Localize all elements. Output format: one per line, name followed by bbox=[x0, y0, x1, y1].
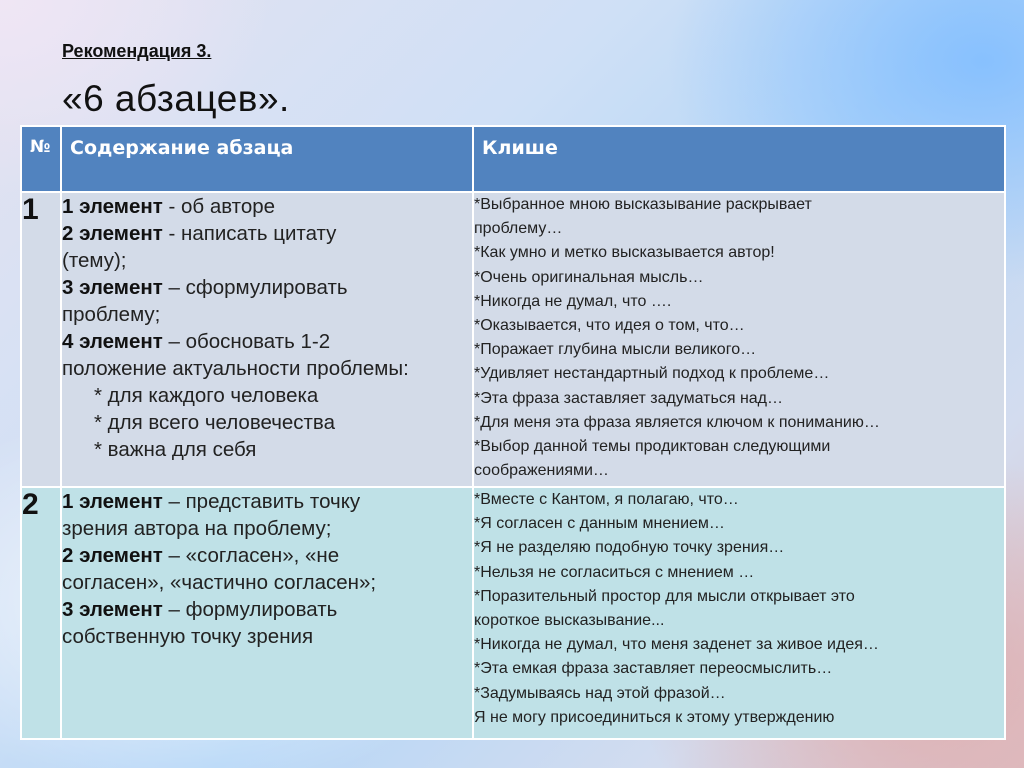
element-label: 2 элемент bbox=[62, 544, 163, 567]
cliche-line: *Никогда не думал, что меня заденет за живое идея… bbox=[474, 636, 879, 654]
element-label: 4 элемент bbox=[62, 330, 163, 353]
cliche-line: короткое высказывание... bbox=[474, 612, 665, 630]
element-text: - об авторе bbox=[162, 195, 276, 218]
cliche-line: *Оказывается, что идея о том, что… bbox=[474, 317, 745, 335]
header-cliche: Клише bbox=[473, 126, 1005, 192]
element-text: – сформулировать bbox=[162, 276, 348, 299]
cliche-line: *Поражает глубина мысли великого… bbox=[474, 341, 757, 359]
cliche-line: *Как умно и метко высказывается автор! bbox=[474, 244, 775, 262]
cliche-line: *Никогда не думал, что …. bbox=[474, 292, 672, 310]
cliche-line: *Выбранное мною высказывание раскрывает bbox=[474, 196, 812, 213]
row-number: 2 bbox=[21, 487, 61, 739]
element-text: – обосновать 1-2 bbox=[162, 330, 331, 353]
cliche-line: *Нельзя не согласиться с мнением … bbox=[474, 563, 755, 581]
content-bullet: * для всего человечества bbox=[94, 411, 335, 434]
header-number: № bbox=[21, 126, 61, 192]
page-title: «6 абзацев». bbox=[62, 78, 290, 119]
content-line bbox=[62, 488, 472, 515]
cliche-list bbox=[473, 192, 1005, 487]
content-line: (тему); bbox=[62, 249, 127, 272]
content-bullet: * для каждого человека bbox=[94, 384, 319, 407]
cliche-line: *Эта фраза заставляет задуматься над… bbox=[474, 389, 784, 407]
content-bullet: * важна для себя bbox=[94, 438, 257, 461]
cliche-line: *Задумываясь над этой фразой… bbox=[474, 684, 726, 702]
paragraph-content bbox=[61, 487, 473, 739]
table-header-row bbox=[21, 126, 1005, 192]
cliche-line: *Выбор данной темы продиктован следующими bbox=[474, 438, 831, 456]
cliche-line: *Эта емкая фраза заставляет переосмыслить… bbox=[474, 660, 833, 678]
element-text: – формулировать bbox=[162, 598, 338, 621]
cliche-line: соображениями… bbox=[474, 462, 609, 480]
element-label: 1 элемент bbox=[62, 195, 163, 218]
content-line: согласен», «частично согласен»; bbox=[62, 571, 377, 594]
element-label: 2 элемент bbox=[62, 222, 163, 245]
element-text: – представить точку bbox=[162, 490, 361, 513]
cliche-line: *Для меня эта фраза является ключом к пониманию… bbox=[474, 413, 880, 431]
cliche-list bbox=[473, 487, 1005, 739]
content-line bbox=[62, 274, 472, 301]
header-content: Содержание абзаца bbox=[61, 126, 473, 192]
content-line bbox=[62, 596, 472, 623]
row-number: 1 bbox=[21, 192, 61, 487]
cliche-line: *Я не разделяю подобную точку зрения… bbox=[474, 539, 785, 557]
cliche-line: Я не могу присоединиться к этому утверждению bbox=[474, 708, 835, 726]
content-line bbox=[62, 328, 472, 355]
element-text: – «согласен», «не bbox=[162, 544, 340, 567]
element-text: - написать цитату bbox=[162, 222, 337, 245]
paragraph-table bbox=[20, 125, 1006, 740]
table-row bbox=[21, 487, 1005, 739]
cliche-line: *Я согласен с данным мнением… bbox=[474, 515, 725, 533]
content-line: проблему; bbox=[62, 303, 161, 326]
element-label: 3 элемент bbox=[62, 598, 163, 621]
content-line: положение актуальности проблемы: bbox=[62, 357, 409, 380]
cliche-line: *Удивляет нестандартный подход к проблеме… bbox=[474, 365, 830, 383]
content-line: зрения автора на проблему; bbox=[62, 517, 332, 540]
table-row bbox=[21, 192, 1005, 487]
cliche-line: *Очень оригинальная мысль… bbox=[474, 268, 704, 286]
content-line bbox=[62, 542, 472, 569]
cliche-line: проблему… bbox=[474, 220, 563, 238]
paragraph-content bbox=[61, 192, 473, 487]
element-label: 1 элемент bbox=[62, 490, 163, 513]
element-label: 3 элемент bbox=[62, 276, 163, 299]
content-line bbox=[62, 193, 472, 220]
cliche-line: *Вместе с Кантом, я полагаю, что… bbox=[474, 491, 739, 508]
content-line: собственную точку зрения bbox=[62, 625, 314, 648]
recommendation-label: Рекомендация 3. bbox=[62, 41, 212, 61]
content-line bbox=[62, 220, 472, 247]
cliche-line: *Поразительный простор для мысли открывает это bbox=[474, 587, 855, 605]
